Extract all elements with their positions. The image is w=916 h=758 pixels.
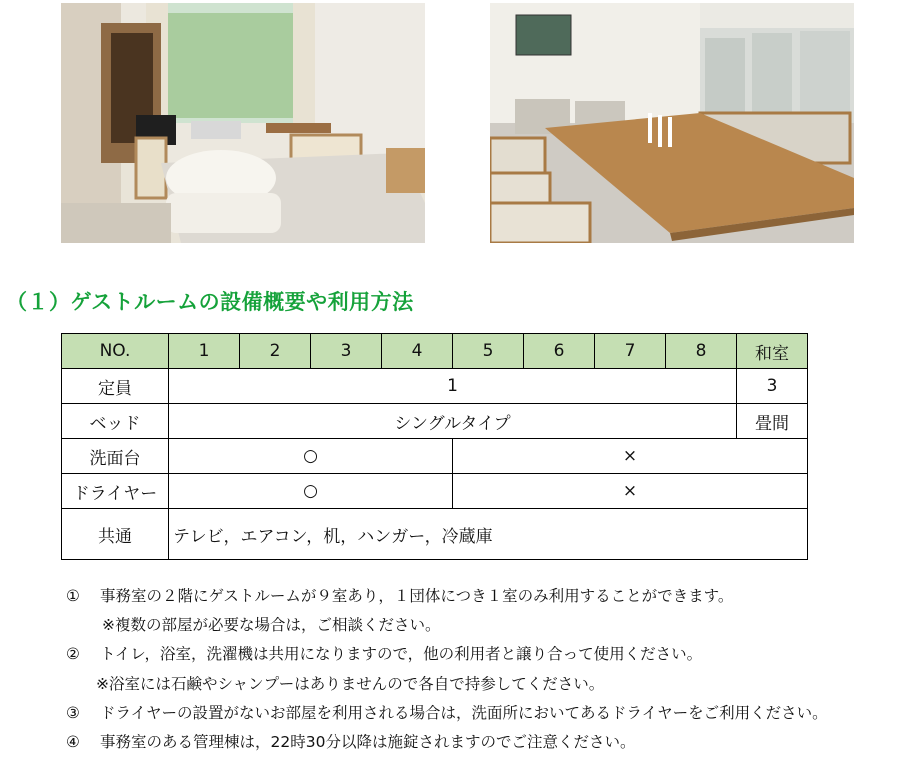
common-label: 共通	[62, 509, 169, 560]
bed-label: ベッド	[62, 404, 169, 439]
capacity-western: 1	[169, 369, 737, 404]
note-number: ②	[66, 645, 80, 664]
header-room-2: 2	[240, 334, 311, 369]
note-text: トイレ，浴室，洗濯機は共用になりますので，他の利用者と譲り合って使用ください。	[100, 645, 703, 664]
table-row	[62, 439, 808, 474]
note-number: ④	[66, 733, 80, 752]
header-room-6: 6	[524, 334, 595, 369]
header-room-7: 7	[595, 334, 666, 369]
bed-japanese: 畳間	[737, 404, 808, 439]
header-japanese-room: 和室	[737, 334, 808, 369]
sink-rooms-5-jp: ×	[453, 439, 808, 474]
dryer-rooms-1-4: ○	[169, 474, 453, 509]
note-item	[66, 640, 828, 669]
header-room-3: 3	[311, 334, 382, 369]
table-row	[62, 404, 808, 439]
note-subitem: ※浴室には石鹸やシャンプーはありませんので各自で持参してください。	[96, 674, 605, 693]
capacity-japanese: 3	[737, 369, 808, 404]
note-text: ドライヤーの設置がないお部屋を利用される場合は，洗面所においてあるドライヤーをご利用ください。	[100, 703, 828, 722]
section-title: （１）ゲストルームの設備概要や利用方法	[6, 290, 414, 314]
note-subitem: ※複数の部屋が必要な場合は，ご相談ください。	[102, 616, 441, 635]
dryer-label: ドライヤー	[62, 474, 169, 509]
sink-label: 洗面台	[62, 439, 169, 474]
note-number: ①	[66, 587, 80, 605]
bed-western: シングルタイプ	[169, 404, 737, 439]
table-header-row	[62, 334, 808, 369]
header-no: NO.	[62, 334, 169, 369]
guest-room-spec-table	[61, 333, 808, 560]
sink-rooms-1-4: ○	[169, 439, 453, 474]
table-row	[62, 474, 808, 509]
usage-notes	[66, 582, 828, 757]
note-number: ③	[66, 703, 80, 722]
header-room-8: 8	[666, 334, 737, 369]
guest-room-photo	[61, 3, 425, 243]
header-room-5: 5	[453, 334, 524, 369]
common-amenities: テレビ，エアコン，机，ハンガー，冷蔵庫	[169, 509, 808, 560]
header-room-4: 4	[382, 334, 453, 369]
note-text: 事務室のある管理棟は，22時30分以降は施錠されますのでご注意ください。	[100, 733, 636, 752]
table-row	[62, 509, 808, 560]
note-item	[66, 728, 828, 757]
note-item	[66, 582, 828, 611]
table-row	[62, 369, 808, 404]
header-room-1: 1	[169, 334, 240, 369]
capacity-label: 定員	[62, 369, 169, 404]
dryer-rooms-5-jp: ×	[453, 474, 808, 509]
note-text: 事務室の２階にゲストルームが９室あり，１団体につき１室のみ利用することができます。	[100, 587, 734, 605]
note-item	[66, 699, 828, 728]
meeting-room-photo	[490, 3, 854, 243]
